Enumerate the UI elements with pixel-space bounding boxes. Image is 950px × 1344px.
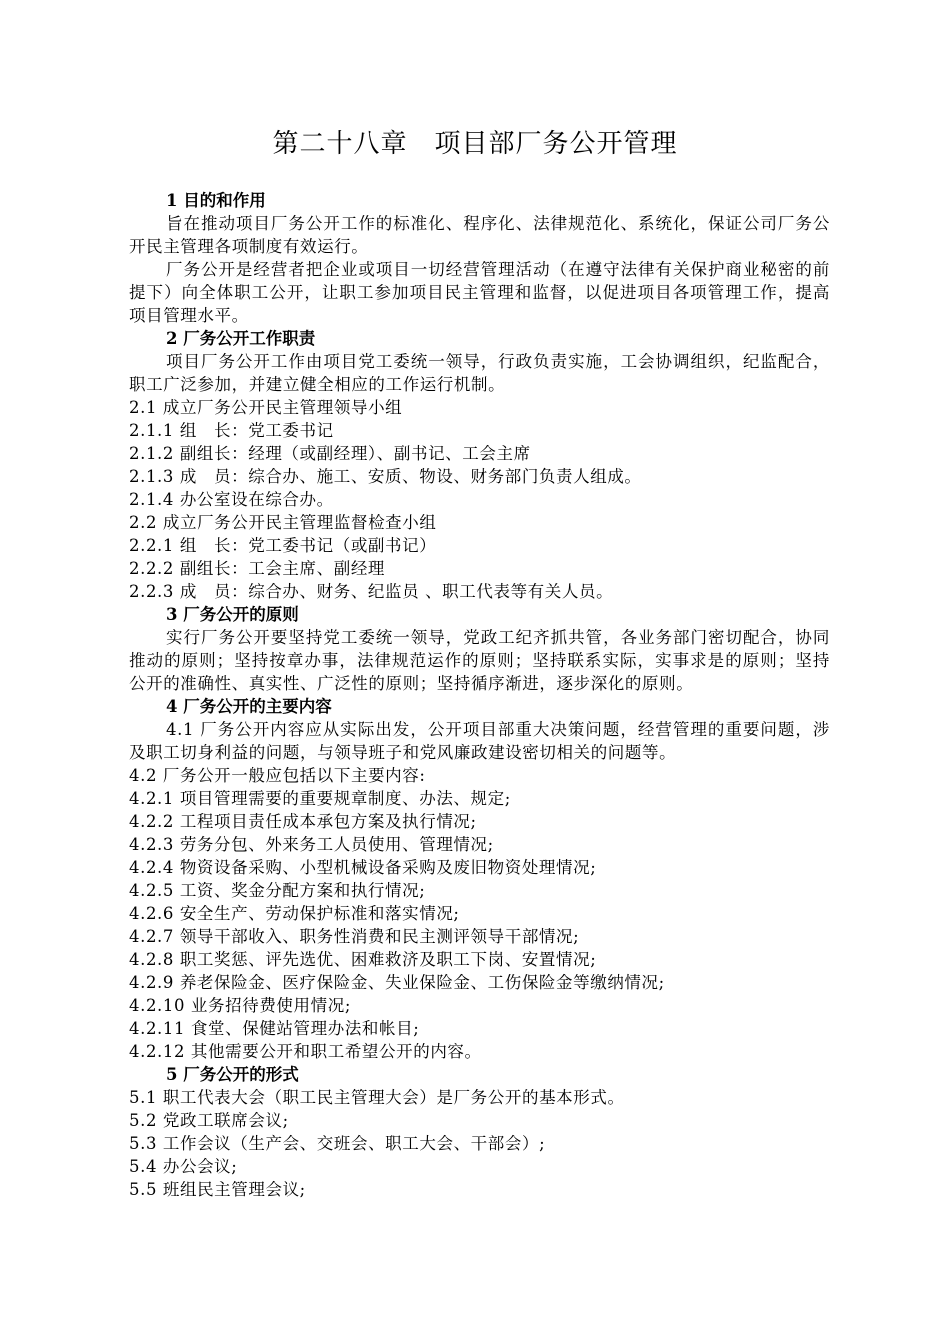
- list-item: 4.2.8 职工奖惩、评先选优、困难救济及职工下岗、安置情况;: [129, 950, 597, 969]
- paragraph: 旨在推动项目厂务公开工作的标准化、程序化、法律规范化、系统化，保证公司厂务公开民主管理各项制度有效运行。: [129, 214, 830, 256]
- list-item: 4.2.1 项目管理需要的重要规章制度、办法、规定;: [129, 789, 511, 808]
- section-heading: 1 目的和作用: [166, 191, 266, 210]
- list-item: 5.5 班组民主管理会议;: [129, 1180, 306, 1199]
- section-heading: 2 厂务公开工作职责: [166, 329, 316, 348]
- list-item: 2.1.1 组 长：党工委书记: [129, 421, 334, 440]
- list-item: 5.4 办公会议;: [129, 1157, 238, 1176]
- list-item: 4.2.5 工资、奖金分配方案和执行情况;: [129, 881, 426, 900]
- paragraph: 厂务公开是经营者把企业或项目一切经营管理活动（在遵守法律有关保护商业秘密的前提下）向全体职工公开，让职工参加项目民主管理和监督，以促进项目各项管理工作，提高项目管理水平。: [129, 260, 830, 325]
- paragraph: 实行厂务公开要坚持党工委统一领导，党政工纪齐抓共管，各业务部门密切配合，协同推动的原则；坚持按章办事，法律规范运作的原则；坚持联系实际，实事求是的原则；坚持公开的准确性、真实性、广泛性的原则；坚持循序渐进，逐步深化的原则。: [129, 628, 830, 693]
- list-item: 4.2.4 物资设备采购、小型机械设备采购及废旧物资处理情况;: [129, 858, 597, 877]
- list-item: 4.2.2 工程项目责任成本承包方案及执行情况;: [129, 812, 477, 831]
- list-item: 4.2.11 食堂、保健站管理办法和帐目;: [129, 1019, 420, 1038]
- list-item: 5.3 工作会议（生产会、交班会、职工大会、干部会）;: [129, 1134, 546, 1153]
- paragraph: 4.1 厂务公开内容应从实际出发，公开项目部重大决策问题，经营管理的重要问题，涉及职工切身利益的问题，与领导班子和党风廉政建设密切相关的问题等。: [129, 720, 830, 762]
- paragraph: 项目厂务公开工作由项目党工委统一领导，行政负责实施，工会协调组织，纪监配合，职工广泛参加，并建立健全相应的工作运行机制。: [129, 352, 830, 394]
- list-item: 5.2 党政工联席会议;: [129, 1111, 289, 1130]
- list-item: 2.2 成立厂务公开民主管理监督检查小组: [129, 513, 437, 532]
- section-heading: 3 厂务公开的原则: [166, 605, 299, 624]
- list-item: 2.2.3 成 员：综合办、财务、纪监员 、职工代表等有关人员。: [129, 582, 614, 601]
- document-body: [129, 189, 830, 1201]
- list-item: 2.1.2 副组长：经理（或副经理）、副书记、工会主席: [129, 444, 531, 463]
- list-item: 4.2 厂务公开一般应包括以下主要内容:: [129, 766, 426, 785]
- list-item: 5.1 职工代表大会（职工民主管理大会）是厂务公开的基本形式。: [129, 1088, 625, 1107]
- list-item: 2.2.1 组 长：党工委书记（或副书记）: [129, 536, 437, 555]
- list-item: 4.2.9 养老保险金、医疗保险金、失业保险金、工伤保险金等缴纳情况;: [129, 973, 665, 992]
- list-item: 4.2.6 安全生产、劳动保护标准和落实情况;: [129, 904, 460, 923]
- list-item: 2.1 成立厂务公开民主管理领导小组: [129, 398, 403, 417]
- section-heading: 4 厂务公开的主要内容: [166, 697, 332, 716]
- list-item: 2.1.4 办公室设在综合办。: [129, 490, 334, 509]
- list-item: 2.2.2 副组长：工会主席、副经理: [129, 559, 386, 578]
- list-item: 2.1.3 成 员：综合办、施工、安质、物设、财务部门负责人组成。: [129, 467, 642, 486]
- list-item: 4.2.7 领导干部收入、职务性消费和民主测评领导干部情况;: [129, 927, 580, 946]
- list-item: 4.2.3 劳务分包、外来务工人员使用、管理情况;: [129, 835, 494, 854]
- list-item: 4.2.12 其他需要公开和职工希望公开的内容。: [129, 1042, 482, 1061]
- list-item: 4.2.10 业务招待费使用情况;: [129, 996, 351, 1015]
- page-title: 第二十八章 项目部厂务公开管理: [272, 129, 678, 159]
- section-heading: 5 厂务公开的形式: [166, 1065, 299, 1084]
